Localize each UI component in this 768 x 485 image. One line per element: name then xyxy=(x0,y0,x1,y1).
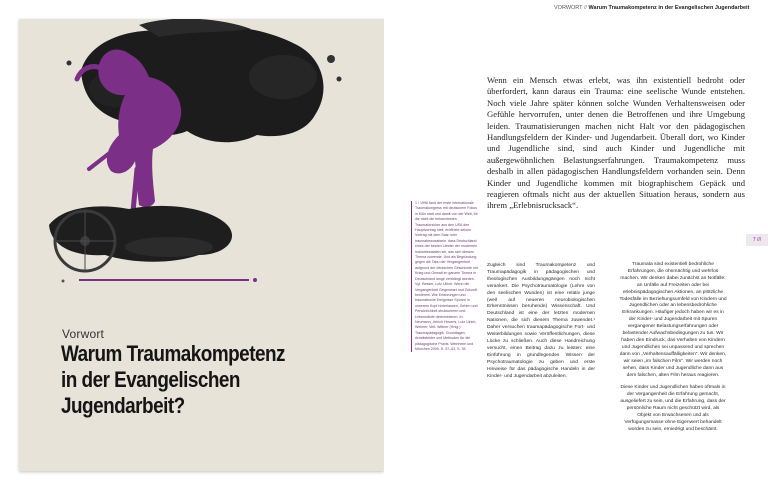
running-head-separator: // xyxy=(583,5,588,11)
page-title: Warum Traumakompetenz in der Evangelischen Jugendarbeit? xyxy=(61,341,285,418)
page-number: 7 /// xyxy=(746,234,768,246)
section-kicker: Vorwort xyxy=(62,327,105,341)
footnote: 1 / 1996 fand der erste internationale Traumakongress mit deutschem Fokus in Köln statt und damit von der Welt, für die nicht die bekanntesten Traumaforscher aus den USA den Hauptvortrag hielt, eröffnete seinen Vortrag mit dem Satz: kein traumabewusstsein, dass Deutschland eines der besten Länder der modernen Industriestaaten sei, das sich diesem Thema zuwende. Und als Begründung gegen die Tabu der Vergangenheit aufgrund der deutschen Geschichte mit Krieg und Gewalt im ganzen Thema in Deutschland lange verdrängt worden. Vgl. Besser, Lutz Ulrich: Wenn die Vergangenheit Gegenwart und Zukunft bestimmt. Wie Erfahrungen und traumatische Ereignisse Spuren in unserem Kopf hinterlassen, Gehirn und Persönlichkeit strukturieren und Lebensläufe determinieren. In: Neumann, Jelrich Hoverts, Lutz Ulrich; Weimer, Veit: Wittner (Hrsg.): Traumapädagogik. Grundlagen, Arbeitsfelder und Methoden für die pädagogische Praxis. Weinheim und München 2009, S. 37–53, S. 35. xyxy=(411,201,479,352)
ink-illustration xyxy=(19,19,384,319)
body-paragraph: Diese Kinder und Jugendlichen haben oftmals in der Vergangenheit die Erfahrung gemacht, ausgeliefert zu sein, und die Erfahrung, dass der persönliche Raum nicht geschützt wird, als Objekt von Erwachsenen und als Verfügungsmasse ohne Eigenwert behandelt worden zu sein, erniedrigt und beschämt. xyxy=(620,385,726,432)
lead-paragraph: Wenn ein Mensch etwas erlebt, was ihn existentiell bedroht oder überfordert, kann daraus ein Trauma: eine seelische Wunde entstehen. Noch viele Jahre später können solche Wunden Verhaltensweisen oder Gefühle hervorrufen, unter denen die Betroffenen und ihre Umgebung leiden. Traumatisierungen machen nicht Halt vor den pädagogischen Handlungsfeldern der Kinder- und Jugendarbeit. Überall dort, wo Kinder und Jugendliche sind, sind auch Kinder und Jugendliche mit außergewöhnlichen Belastungserfahrungen. Traumakompetenz muss deshalb in allen pädagogischen Handlungsfeldern vorhanden sein. Denn Kinder und Jugendliche kommen mit biographischem Gepäck und reagieren oftmals nicht aus der aktuellen Situation heraus, sondern aus ihrem „Erlebnisrucksack“. xyxy=(487,75,745,211)
body-column-1: Zugleich sind Traumakompetenz und Traumapädagogik in pädagogischen und theologischen Ausbildungsgängen noch nicht verankert. Die Psychotraumatologie (Lehre von den seelischen Wunden) ist eine relativ junge (weil auf neueren neurobiologischen Erkenntnissen beruhende) Wissenschaft. Und Deutschland ist eine der letzten modernen Nationen, die sich diesem Thema zuwendet.¹ Daher versuchen traumapädagogische Fort- und Weiterbildungen sowie Veröffentlichungen, diese Lücke zu schließen. Auch diese Handreichung versucht, einen Beitrag dazu zu leisten: eine Einführung in grundlegendes Wissen der Psychotraumatologie zu geben und erste Hinweise für das pädagogische Handeln in der Kinder- und Jugendarbeit abzuleiten. xyxy=(487,263,595,379)
body-paragraph: Traumata sind existentiell bedrohliche Erfahrungen, die ohnmächtig und wehrlos machen. Wir denken dabei zunächst an Notfälle: an Unfälle auf Freizeiten oder bei erlebnispädagogischen Aktionen, an plötzliche Todesfälle im Beziehungsumfeld von Kindern und Jugendlichen oder an lebensbedrohliche Erkrankungen. Häufiger jedoch haben wir es in der Kinder- und Jugendarbeit mit Spuren vergangener Belastungserfahrungen oder belastender Aufwachsbedingungen zu tun. Wir haben den Eindruck, das Verhalten von Kindern und Jugendlichen sei unpassend und sprechen dann von „Verhaltensauffälligkeiten“. Wir denken, wir seien „im falschen Film“. Wir werden noch sehen, dass Kinder und Jugendliche dann aus dem falschen, alten Film heraus reagieren. xyxy=(619,262,727,378)
running-head-section: VORWORT xyxy=(554,5,583,11)
left-page xyxy=(19,19,384,471)
running-head xyxy=(554,5,764,11)
body-column-2 xyxy=(619,262,727,440)
running-head-title: Warum Traumakompetenz in der Evangelischen Jugendarbeit xyxy=(588,5,750,11)
right-page xyxy=(384,0,768,485)
